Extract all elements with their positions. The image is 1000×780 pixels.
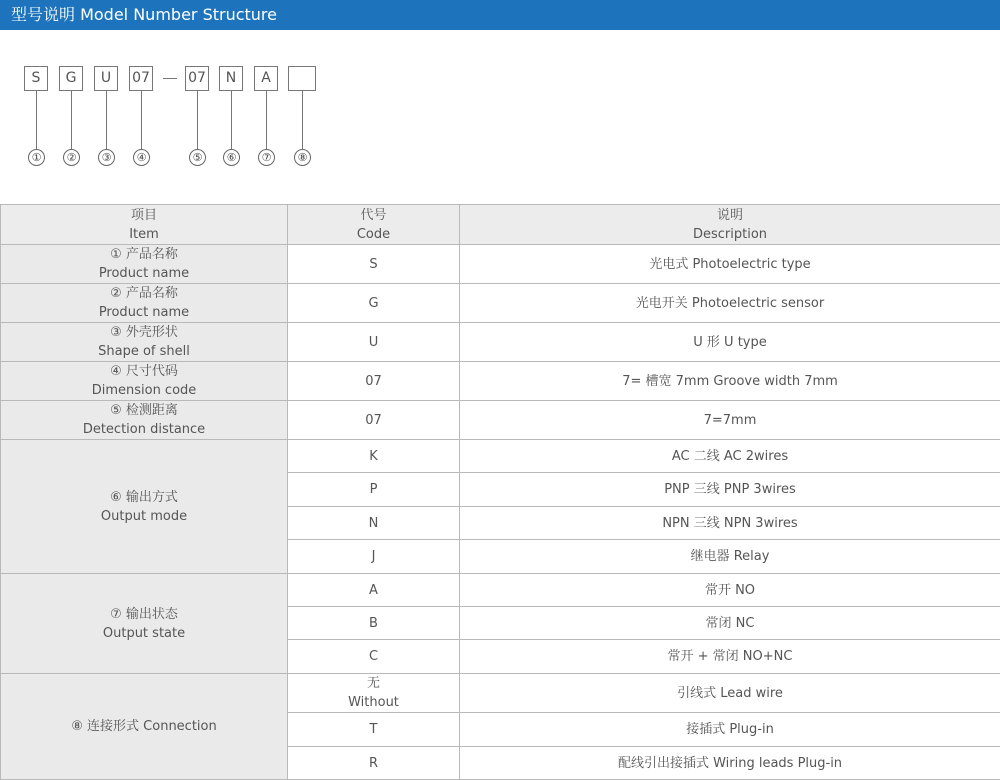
header-code: 代号 Code [288,205,460,245]
code-box-7: A [254,66,278,91]
item-cell-output-mode: ⑥ 输出方式 Output mode [1,440,288,574]
table-row [1,245,1000,284]
model-number-diagram [0,30,1000,200]
leader-line [302,91,303,149]
leader-line [266,91,267,149]
code-cell: K [288,440,460,473]
code-box-4: 07 [129,66,153,91]
description-cell: 光电式 Photoelectric type [460,245,1000,284]
position-marker-8: ⑧ [294,149,311,166]
description-cell: PNP 三线 PNP 3wires [460,473,1000,507]
description-cell: NPN 三线 NPN 3wires [460,507,1000,540]
code-cell: 07 [288,401,460,440]
description-cell: 7=7mm [460,401,1000,440]
section-header [0,0,1000,30]
code-cell: N [288,507,460,540]
leader-line [36,91,37,149]
position-marker-6: ⑥ [223,149,240,166]
description-cell: 7= 槽宽 7mm Groove width 7mm [460,362,1000,401]
section-title: 型号说明 Model Number Structure [11,4,277,26]
code-cell: R [288,747,460,780]
description-cell: AC 二线 AC 2wires [460,440,1000,473]
position-marker-2: ② [63,149,80,166]
code-cell: P [288,473,460,507]
description-cell: 光电开关 Photoelectric sensor [460,284,1000,323]
table-row [1,323,1000,362]
table-row [1,401,1000,440]
position-marker-3: ③ [98,149,115,166]
model-spec-table [0,204,1000,780]
description-cell: U 形 U type [460,323,1000,362]
code-cell: G [288,284,460,323]
table-row [1,284,1000,323]
description-cell: 常开 + 常闭 NO+NC [460,640,1000,674]
code-box-1: S [24,66,48,91]
code-cell: S [288,245,460,284]
code-box-8 [288,66,316,91]
table-row [1,440,1000,473]
code-box-6: N [219,66,243,91]
description-cell: 接插式 Plug-in [460,713,1000,747]
description-cell: 常开 NO [460,574,1000,607]
position-marker-7: ⑦ [258,149,275,166]
code-cell: 07 [288,362,460,401]
item-cell: ③ 外壳形状 Shape of shell [1,323,288,362]
leader-line [197,91,198,149]
code-cell: C [288,640,460,674]
code-cell: J [288,540,460,574]
item-cell: ② 产品名称 Product name [1,284,288,323]
description-cell: 常闭 NC [460,607,1000,640]
separator-dash [163,78,177,79]
leader-line [141,91,142,149]
header-description: 说明 Description [460,205,1000,245]
code-cell: B [288,607,460,640]
description-cell: 配线引出接插式 Wiring leads Plug-in [460,747,1000,780]
position-marker-5: ⑤ [189,149,206,166]
code-box-3: U [94,66,118,91]
description-cell: 继电器 Relay [460,540,1000,574]
leader-line [231,91,232,149]
leader-line [106,91,107,149]
table-row [1,674,1000,713]
code-box-5: 07 [185,66,209,91]
header-item: 项目 Item [1,205,288,245]
item-cell: ① 产品名称 Product name [1,245,288,284]
code-cell: U [288,323,460,362]
code-cell: T [288,713,460,747]
code-cell: 无 Without [288,674,460,713]
item-cell: ⑤ 检测距离 Detection distance [1,401,288,440]
position-marker-1: ① [28,149,45,166]
table-row [1,574,1000,607]
item-cell-output-state: ⑦ 输出状态 Output state [1,574,288,674]
leader-line [71,91,72,149]
item-cell: ④ 尺寸代码 Dimension code [1,362,288,401]
item-cell-connection: ⑧ 连接形式 Connection [1,674,288,780]
description-cell: 引线式 Lead wire [460,674,1000,713]
code-box-2: G [59,66,83,91]
code-cell: A [288,574,460,607]
position-marker-4: ④ [133,149,150,166]
table-row [1,362,1000,401]
table-header-row [1,205,1000,245]
